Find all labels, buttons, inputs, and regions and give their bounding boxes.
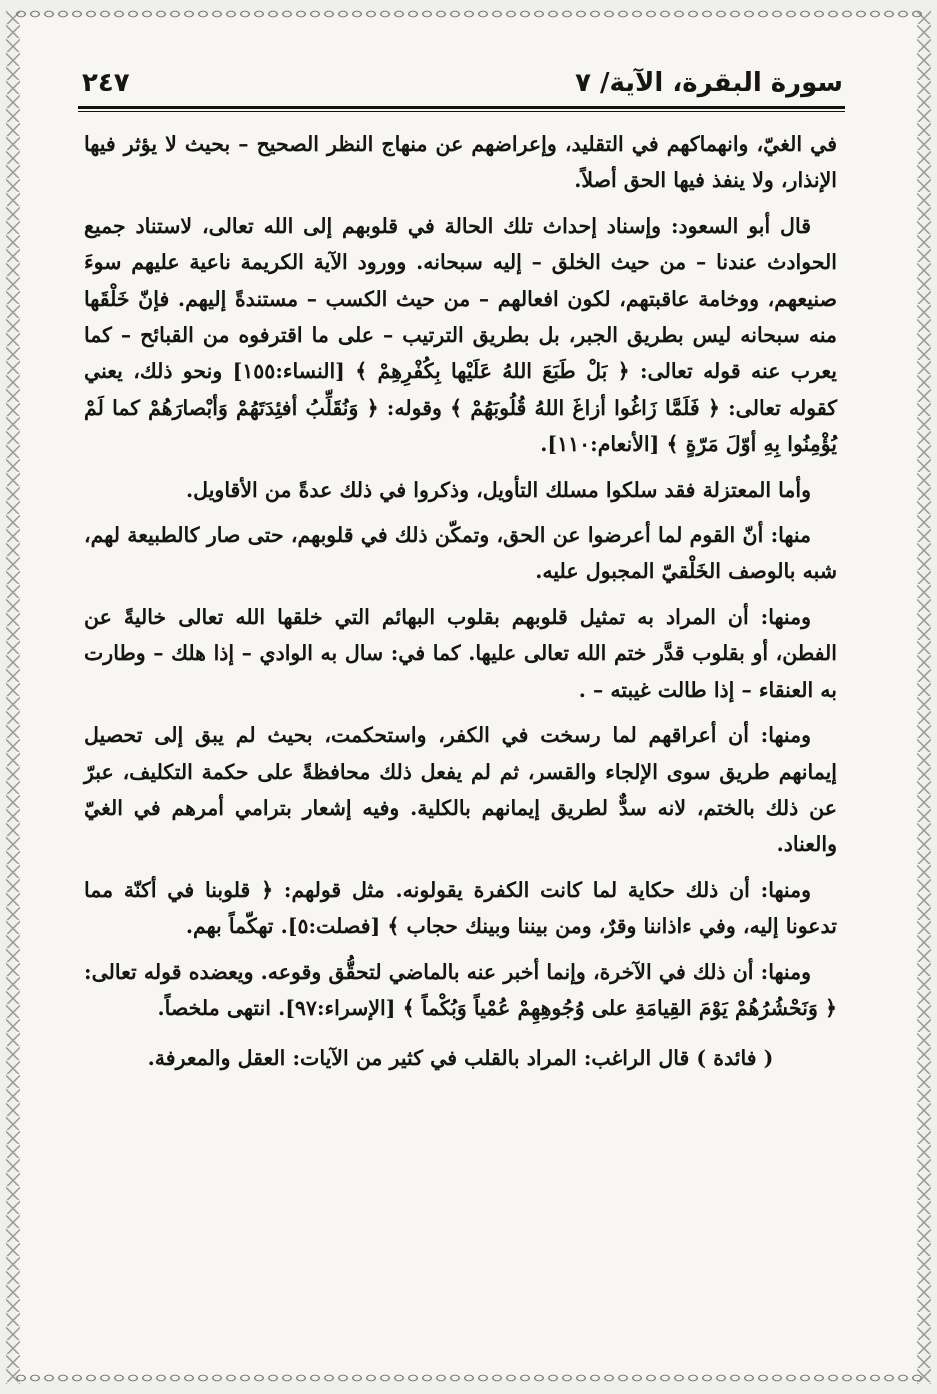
paragraph: وأما المعتزلة فقد سلكوا مسلك التأويل، وذكروا في ذلك عدةً من الأقاويل. <box>186 477 811 502</box>
paragraph: منها: أنّ القوم لما أعرضوا عن الحق، وتمكّن ذلك في قلوبهم، حتى صار كالطبيعة لهم، شبه بالوصف الخَلْقيّ المجبول عليه. <box>84 523 837 584</box>
paragraph: ومنها: أن ذلك في الآخرة، وإنما أخبر عنه بالماضي لتحقُّق وقوعه. ويعضده قوله تعالى: ﴿ وَنَحْشُرُهُمْ يَوْمَ القِيامَةِ على وُجُوهِهِمْ عُمْياً وَبُكْماً ﴾ [الإسراء:٩٧]. انتهى ملخصاً. <box>84 959 837 1020</box>
paragraph: في الغيّ، وانهماكهم في التقليد، وإعراضهم عن منهاج النظر الصحيح – بحيث لا يؤثر فيها الإنذار، ولا ينفذ فيها الحق أصلاً. <box>84 132 837 193</box>
paragraph: قال أبو السعود: وإسناد إحداث تلك الحالة في قلوبهم إلى الله تعالى، لاستناد جميع الحوادث عندنا – من حيث الخلق – إليه سبحانه. وورود الآية الكريمة ناعية عليهم سوءَ صنيعهم، ووخامة عاقبتهم، لكون افعالهم – من حيث الكسب – مستندةً إليهم. فإنّ خَلْقَها منه سبحانه ليس بطريق الجبر، بل بطريق الترتيب – على ما اقترفوه من القبائح – كما يعرب عنه قوله تعالى: ﴿ بَلْ طَبَعَ اللهُ عَلَيْها بِكُفْرِهِمْ ﴾ [النساء:١٥٥] ونحو ذلك، يعني كقوله تعالى: ﴿ فَلَمَّا زَاغُوا أزاغَ اللهُ قُلُوبَهُمْ ﴾ وقوله: ﴿ وَنُقَلِّبُ أفئِدَتَهُمْ وَأبْصارَهُمْ كما لَمْ يُؤْمِنُوا بِهِ أوّلَ مَرّةٍ ﴾ [الأنعام:١١٠]. <box>84 213 837 457</box>
page-body <box>84 126 837 1086</box>
paragraph: ومنها: أن أعراقهم لما رسخت في الكفر، واستحكمت، بحيث لم يبق إلى تحصيل إيمانهم طريق سوى الإلجاء والقسر، ثم لم يفعل ذلك محافظةً على حكمة التكليف، عبرّ عن ذلك بالختم، لانه سدٌّ لطريق إيمانهم بالكلية. وفيه إشعار بترامي أمرهم في الغيّ والعناد. <box>84 723 837 857</box>
running-title: سورة البقرة، الآية/ ٧ <box>575 68 843 98</box>
right-chain-border <box>917 10 931 1384</box>
paragraph: ومنها: أن المراد به تمثيل قلوبهم بقلوب البهائم التي خلقها الله تعالى خاليةً عن الفطن، أو بقلوب قدَّر ختم الله تعالى عليها. كما في: سال به الوادي – إذا هلك – وطارت به العنقاء – إذا طالت غيبته – . <box>84 604 837 702</box>
top-chain-border <box>14 8 923 20</box>
page-number: ٢٤٧ <box>82 68 130 98</box>
left-chain-border <box>6 10 20 1384</box>
bottom-chain-border <box>14 1372 923 1384</box>
paragraph: ومنها: أن ذلك حكاية لما كانت الكفرة يقولونه. مثل قولهم: ﴿ قلوبنا في أكنّة مما تدعونا إليه، وفي ءاذاننا وقرٌ، ومن بيننا وبينك حجاب ﴾ [فصلت:٥]. تهكّماً بهم. <box>84 877 837 939</box>
header-rule <box>78 106 845 109</box>
note-paragraph: ( فائدة ) قال الراغب: المراد بالقلب في كثير من الآيات: العقل والمعرفة. <box>147 1046 774 1071</box>
